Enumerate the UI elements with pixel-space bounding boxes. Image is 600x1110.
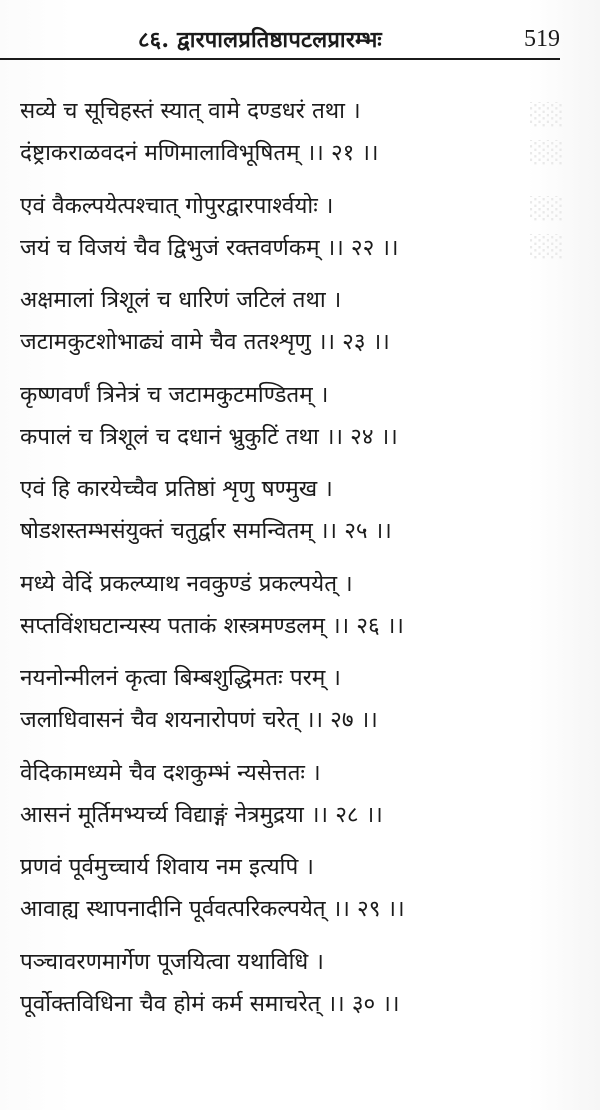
verse-25 [20,468,580,563]
bleed-through-mark: ░░ [530,102,564,127]
verse-line: अक्षमालां त्रिशूलं च धारिणं जटिलं तथा । [20,287,342,313]
verse-line: एवं हि कारयेच्चैव प्रतिष्ठां शृणु षण्मुख । [20,476,333,502]
bleed-through-mark: ░░ [530,196,564,221]
verse-line: जयं च विजयं चैव द्विभुजं रक्तवर्णकम् ।। २२ ।। [20,234,399,261]
verse-line: सप्तविंशघटान्यस्य पताकं शस्त्रमण्डलम् ।। २६ ।। [20,612,404,639]
verse-line: पूर्वोक्तविधिना चैव होमं कर्म समाचरेत् ।। ३० ।। [20,990,400,1017]
verse-22 [20,185,580,280]
verse-line: दंष्ट्राकराळवदनं मणिमालाविभूषितम् ।। २१ ।। [20,140,379,166]
verse-line: षोडशस्तम्भसंयुक्तं चतुर्द्वार समन्वितम् ।। २५ ।। [20,518,392,544]
verse-30 [20,941,580,1036]
verse-21 [20,90,580,185]
verse-line: प्रणवं पूर्वमुच्चार्य शिवाय नम इत्यपि । [20,854,314,880]
bleed-through-mark: ░░ [530,234,564,259]
page-number: 519 [524,26,560,52]
verse-24 [20,374,580,469]
header-rule [0,58,560,60]
verse-line: आवाह्य स्थापनादीनि पूर्ववत्परिकल्पयेत् ।। २९ ।। [20,896,405,922]
verse-list [20,90,580,1035]
verse-line: मध्ये वेदिं प्रकल्प्याथ नवकुण्डं प्रकल्पयेत् । [20,570,353,597]
verse-23 [20,279,580,374]
verse-line: नयनोन्मीलनं कृत्वा बिम्बशुद्धिमतः परम् । [20,665,341,691]
verse-26 [20,563,580,658]
verse-line: जटामकुटशोभाढ्यं वामे चैव ततश्शृणु ।। २३ ।। [20,329,390,355]
verse-line: आसनं मूर्तिमभ्यर्च्य विद्याङ्गं नेत्रमुद्रया ।। २८ ।। [20,801,383,828]
verse-line: वेदिकामध्यमे चैव दशकुम्भं न्यसेत्ततः । [20,759,321,786]
verse-28 [20,752,580,847]
verse-29 [20,846,580,941]
verse-line: कृष्णवर्णं त्रिनेत्रं च जटामकुटमण्डितम् । [20,381,329,408]
running-head: ८६. द्वारपालप्रतिष्ठापटलप्रारम्भः [138,27,382,53]
page-header [0,0,600,62]
verse-line: कपालं च त्रिशूलं च दधानं भ्रुकुटिं तथा ।। २४ ।। [20,423,398,450]
verse-line: पञ्चावरणमार्गेण पूजयित्वा यथाविधि । [20,948,324,975]
bleed-through-mark: ░░ [530,140,564,165]
verse-27 [20,657,580,752]
verse-line: एवं वैकल्पयेत्पश्चात् गोपुरद्वारपार्श्वयोः । [20,192,334,219]
verse-line: जलाधिवासनं चैव शयनारोपणं चरेत् ।। २७ ।। [20,707,378,733]
verse-line: सव्ये च सूचिहस्तं स्यात् वामे दण्डधरं तथा । [20,98,361,124]
